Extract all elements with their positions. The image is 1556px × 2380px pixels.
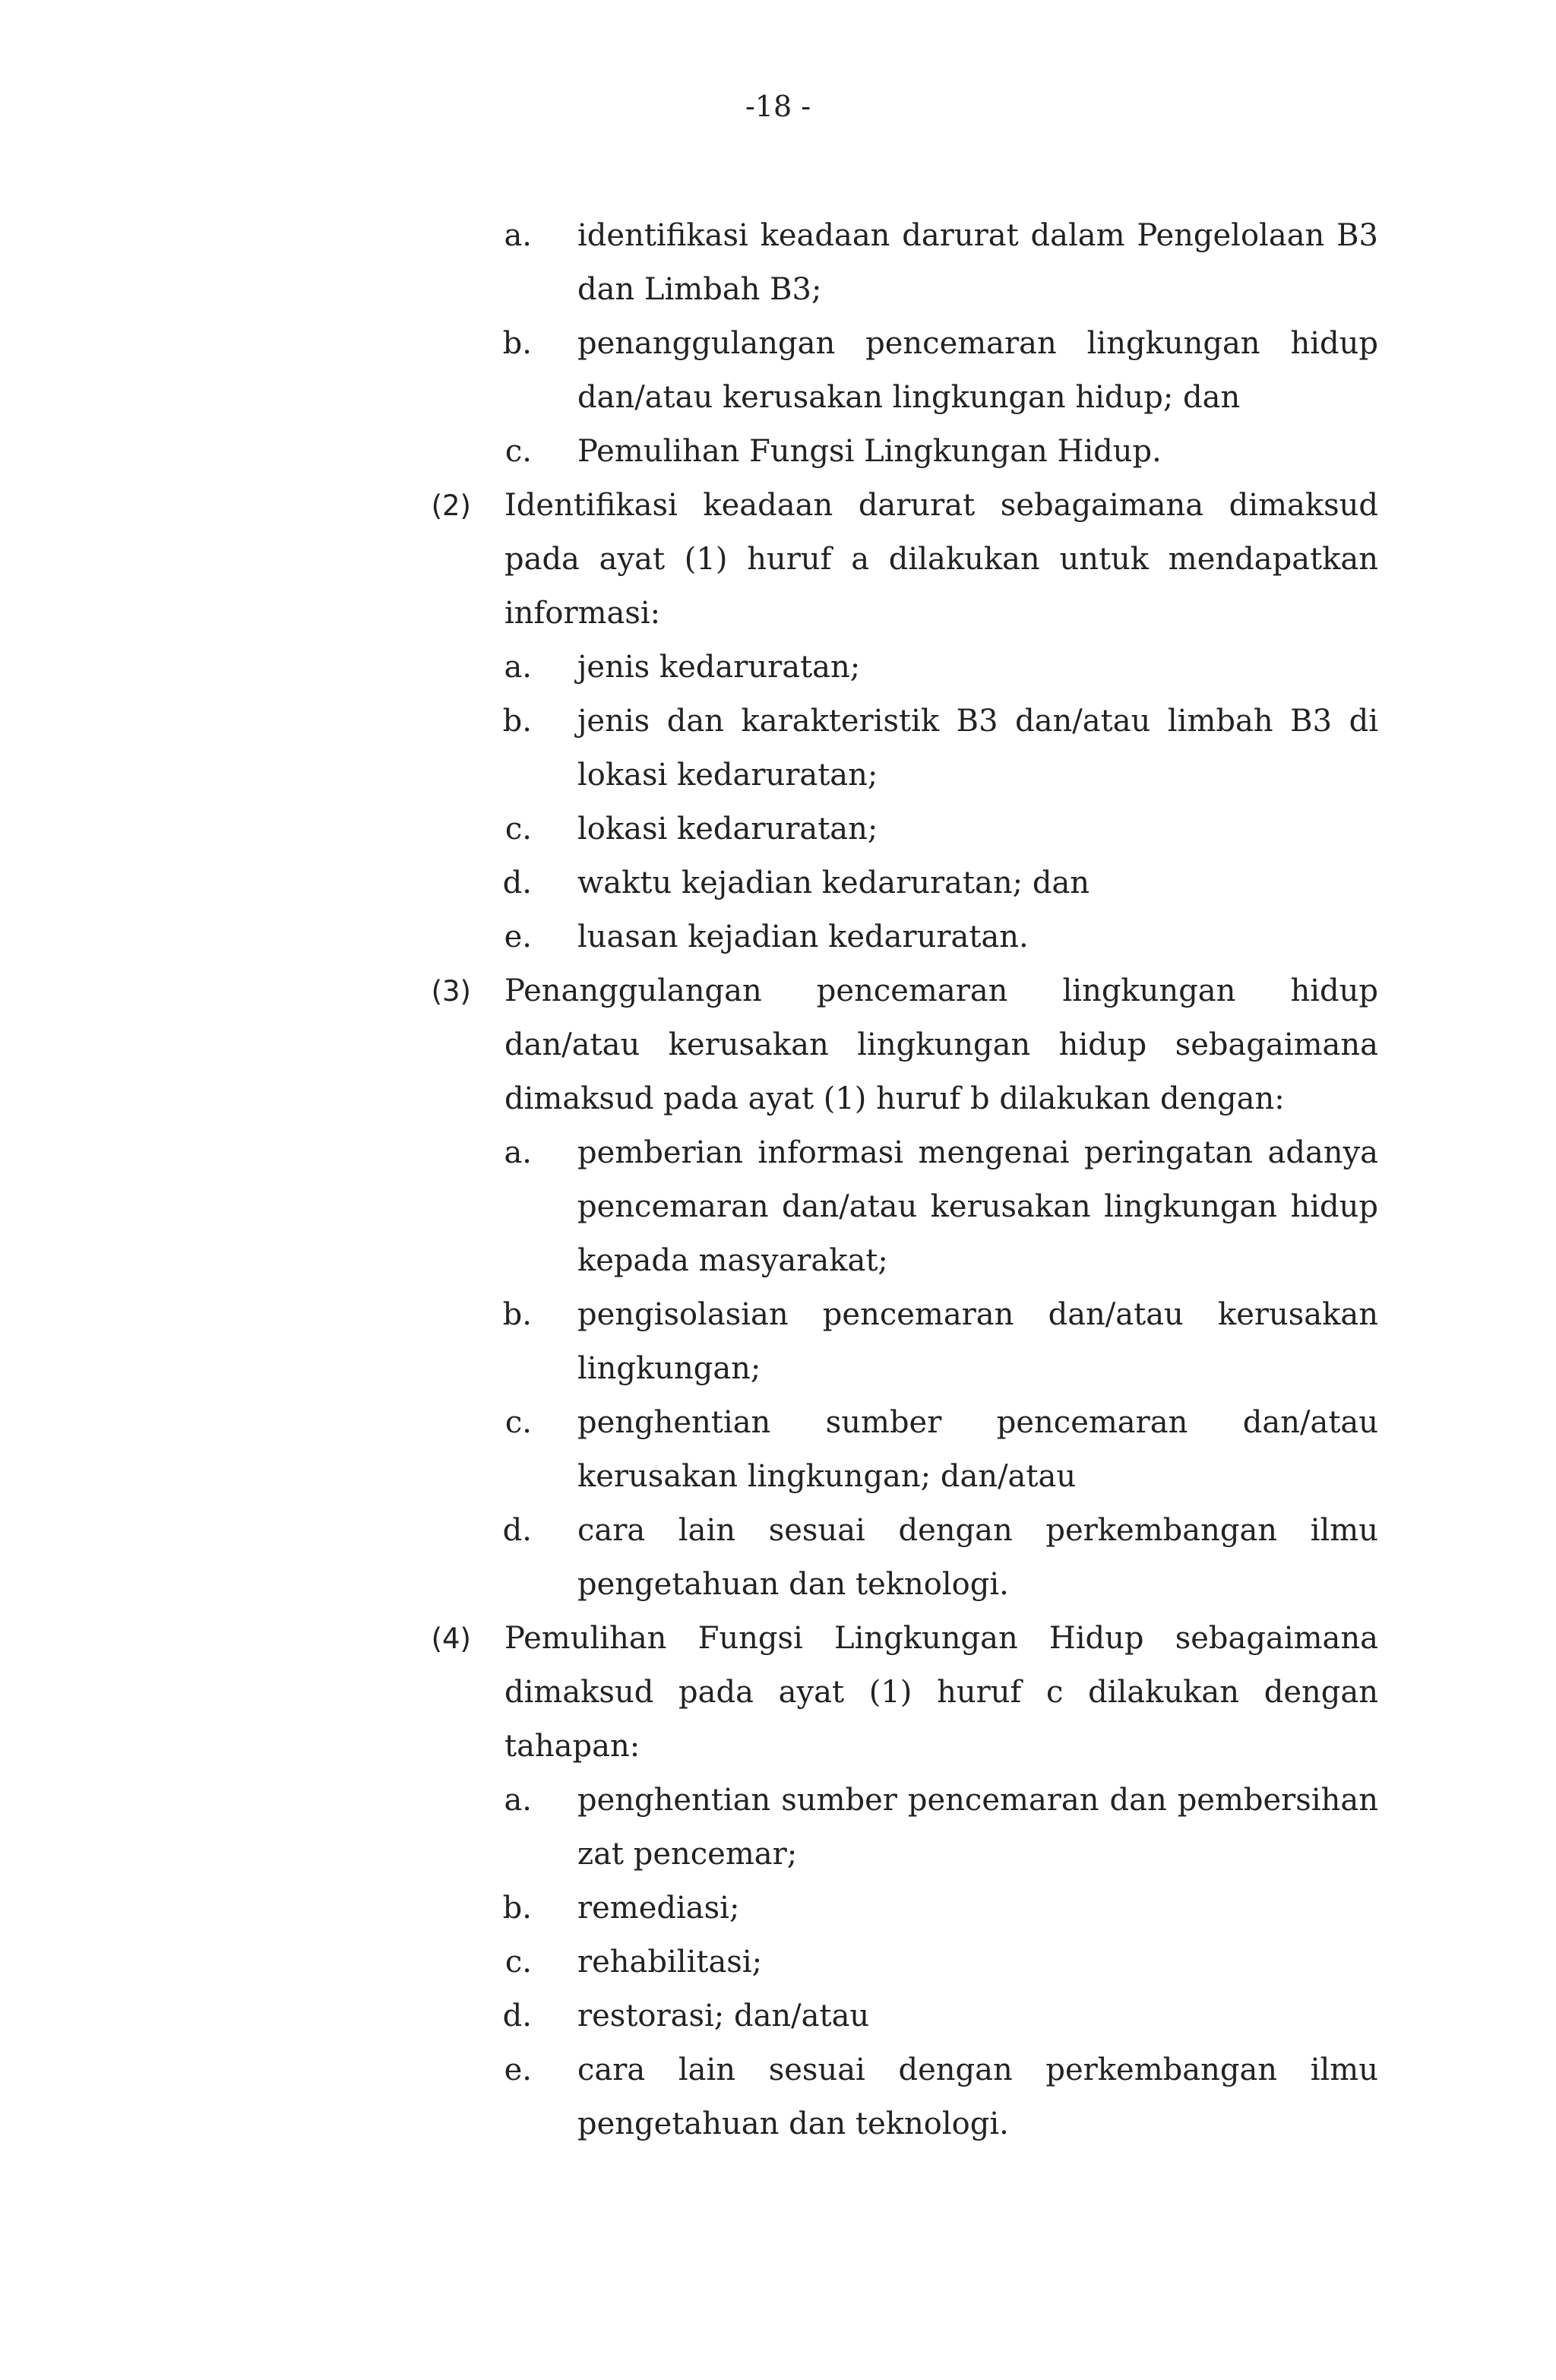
list-item-text: jenis kedaruratan; xyxy=(577,650,861,685)
list-item xyxy=(504,317,1378,425)
list-marker: e. xyxy=(504,2052,532,2087)
list-item xyxy=(504,1935,1378,1989)
list-marker: c. xyxy=(504,1405,532,1440)
list-item xyxy=(504,2043,1378,2151)
list-item xyxy=(504,802,1378,856)
page-number: -18 - xyxy=(745,90,811,123)
list-item xyxy=(504,910,1378,964)
paragraph xyxy=(431,479,1378,641)
list-item-text: cara lain sesuai dengan perkembangan ilmu pengetahuan dan teknologi. xyxy=(577,1513,1378,1602)
list-marker: a. xyxy=(504,1783,532,1818)
list-marker: a. xyxy=(504,1135,532,1170)
list-item-text: pemberian informasi mengenai peringatan adanya pencemaran dan/atau kerusakan lingkungan hidup kepada masyarakat; xyxy=(577,1135,1378,1278)
list-item-text: jenis dan karakteristik B3 dan/atau limbah B3 di lokasi kedaruratan; xyxy=(577,704,1378,793)
list-item-text: penghentian sumber pencemaran dan pembersihan zat pencemar; xyxy=(577,1783,1378,1872)
paragraph-marker: (3) xyxy=(431,975,471,1008)
list-item xyxy=(504,209,1378,317)
list-item-text: Pemulihan Fungsi Lingkungan Hidup. xyxy=(577,434,1162,469)
list-marker: a. xyxy=(504,650,532,685)
list-marker: a. xyxy=(504,218,532,253)
list-marker: b. xyxy=(502,704,532,739)
list-item-text: lokasi kedaruratan; xyxy=(577,812,878,847)
paragraph-text: Pemulihan Fungsi Lingkungan Hidup sebagaimana dimaksud pada ayat (1) huruf c dilakukan dengan tahapan: xyxy=(504,1621,1378,1764)
paragraph-marker: (2) xyxy=(431,489,471,522)
list-item-text: pengisolasian pencemaran dan/atau kerusakan lingkungan; xyxy=(577,1297,1378,1386)
paragraph-text: Penanggulangan pencemaran lingkungan hidup dan/atau kerusakan lingkungan hidup sebagaimana dimaksud pada ayat (1) huruf b dilakukan dengan: xyxy=(504,973,1378,1116)
list-item-text: remediasi; xyxy=(577,1891,740,1926)
paragraph xyxy=(431,964,1378,1126)
list-item xyxy=(504,856,1378,910)
list-item xyxy=(504,695,1378,802)
list-item-text: restorasi; dan/atau xyxy=(577,1999,870,2033)
list-item xyxy=(504,1882,1378,1935)
list-item xyxy=(504,1126,1378,1288)
list-item-text: waktu kejadian kedaruratan; dan xyxy=(577,866,1090,900)
list-item xyxy=(504,1504,1378,1612)
paragraph-marker: (4) xyxy=(431,1622,471,1655)
list-item xyxy=(504,1396,1378,1504)
list-marker: e. xyxy=(504,919,532,954)
paragraph-text: Identifikasi keadaan darurat sebagaimana dimaksud pada ayat (1) huruf a dilakukan untuk mendapatkan informasi: xyxy=(504,488,1378,631)
list-item xyxy=(504,425,1378,479)
list-item xyxy=(504,1288,1378,1396)
list-marker: b. xyxy=(502,326,532,361)
list-marker: d. xyxy=(502,866,532,900)
document-body xyxy=(0,209,1556,2151)
list-marker: c. xyxy=(504,434,532,469)
list-marker: b. xyxy=(502,1891,532,1926)
paragraph xyxy=(431,1612,1378,1774)
list-item xyxy=(504,1774,1378,1882)
list-item-text: luasan kejadian kedaruratan. xyxy=(577,919,1029,954)
list-item-text: rehabilitasi; xyxy=(577,1945,763,1980)
list-marker: d. xyxy=(502,1513,532,1548)
list-item-text: cara lain sesuai dengan perkembangan ilmu pengetahuan dan teknologi. xyxy=(577,2052,1378,2141)
list-marker: d. xyxy=(502,1999,532,2033)
list-item-text: identifikasi keadaan darurat dalam Pengelolaan B3 dan Limbah B3; xyxy=(577,218,1378,307)
list-marker: c. xyxy=(504,812,532,847)
list-item xyxy=(504,641,1378,695)
list-item xyxy=(504,1989,1378,2043)
list-marker: b. xyxy=(502,1297,532,1332)
list-item-text: penanggulangan pencemaran lingkungan hidup dan/atau kerusakan lingkungan hidup; dan xyxy=(577,326,1378,415)
list-item-text: penghentian sumber pencemaran dan/atau kerusakan lingkungan; dan/atau xyxy=(577,1405,1378,1494)
list-marker: c. xyxy=(504,1945,532,1980)
